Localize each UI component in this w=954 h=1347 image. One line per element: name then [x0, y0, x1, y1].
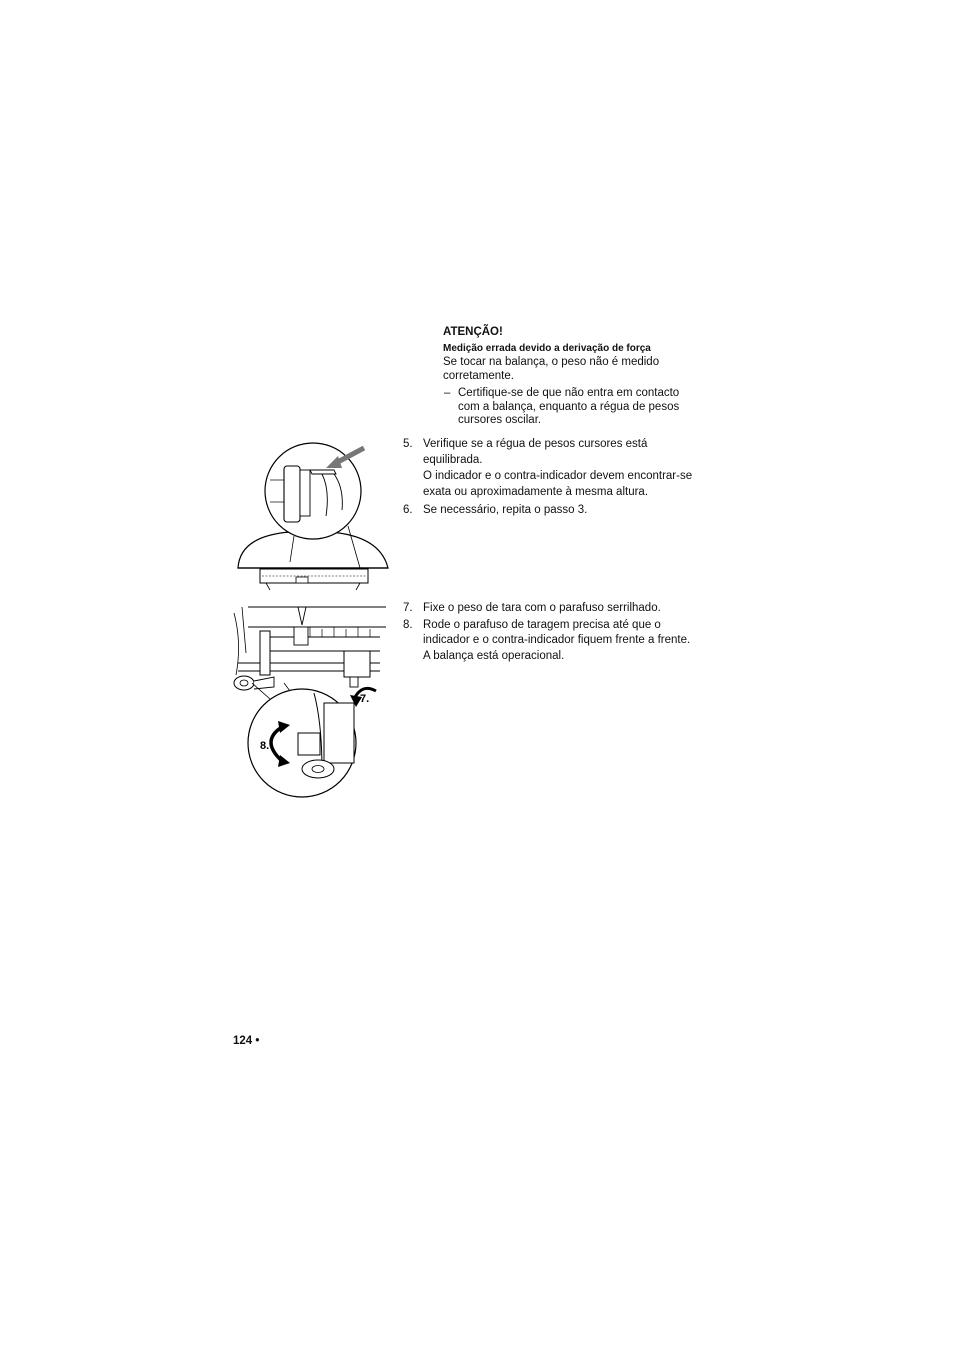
steps-list-a: [403, 437, 703, 519]
step-extra: A balança está operacional.: [423, 649, 565, 662]
step-number: 5.: [403, 438, 413, 450]
step-extra: O indicador e o contra-indicador devem encontrar-se exata ou aproximadamente à mesma altura.: [423, 470, 693, 498]
figure-scale-indicator: [230, 440, 400, 600]
warning-text: Se tocar na balança, o peso não é medido corretamente.: [443, 356, 660, 382]
step-text: Se necessário, repita o passo 3.: [423, 504, 588, 516]
label-step-8: 8.: [260, 740, 270, 752]
warning-box: [443, 326, 703, 428]
step-text: Verifique se a régua de pesos cursores está equilibrada.: [423, 438, 648, 466]
step-item: [403, 618, 703, 665]
warning-bullet-text: Certifique-se de que não entra em contacto com a balança, enquanto a régua de pesos cursores oscilar.: [458, 387, 680, 426]
step-item: [403, 437, 703, 500]
scale-indicator-illustration: [230, 440, 400, 600]
bullet-dash: –: [444, 387, 451, 399]
label-step-7: 7.: [360, 693, 370, 705]
steps-list-b: [403, 601, 703, 664]
warning-subtitle: Medição errada devido a derivação de força: [443, 342, 651, 354]
step-text: Rode o parafuso de taragem precisa até que o indicador e o contra-indicador fiquem frente a frente.: [423, 618, 691, 646]
step-item: [403, 601, 703, 617]
step-number: 8.: [403, 618, 413, 631]
tare-screw-illustration: [230, 603, 390, 799]
warning-title: ATENÇÃO!: [443, 326, 503, 338]
step-item: [403, 503, 703, 519]
warning-bullet: [443, 387, 703, 428]
page-number: 124 •: [233, 1035, 260, 1047]
step-number: 7.: [403, 602, 413, 614]
step-text: Fixe o peso de tara com o parafuso serrilhado.: [423, 602, 661, 614]
figure-tare-screw: [230, 603, 390, 799]
step-number: 6.: [403, 504, 413, 516]
